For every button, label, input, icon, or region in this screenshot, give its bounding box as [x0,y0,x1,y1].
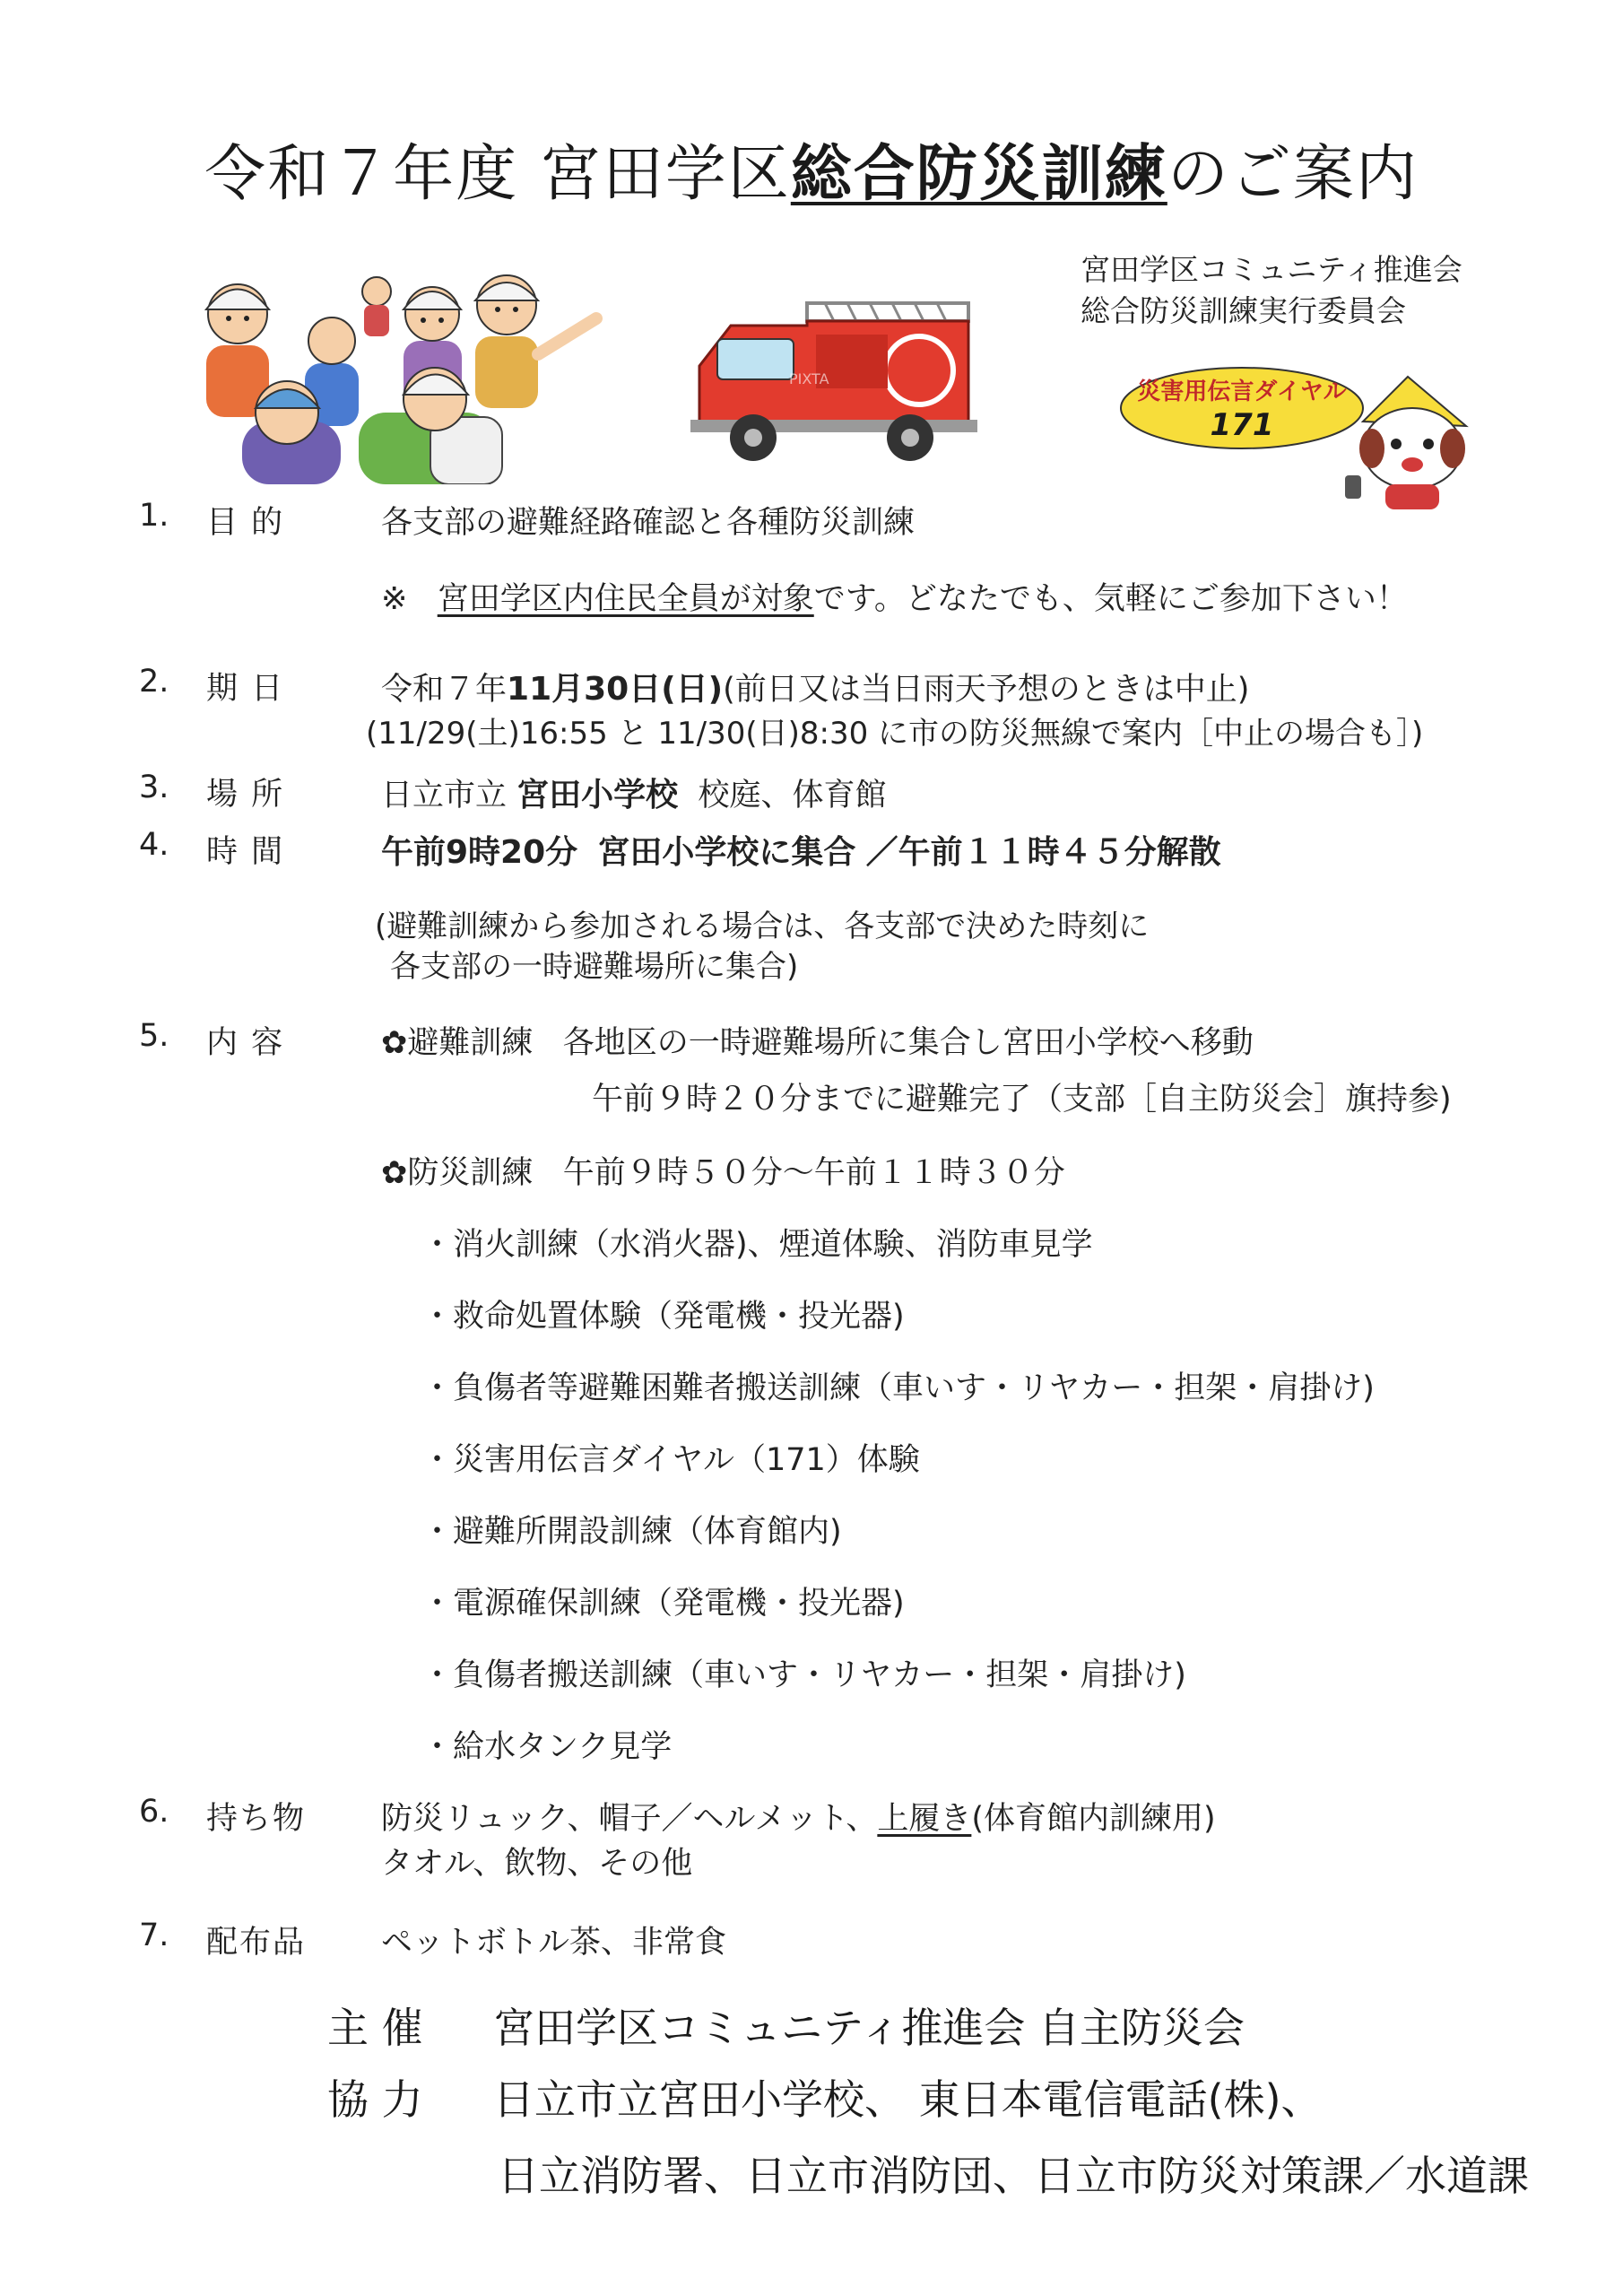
evacuation-drill-text: 各地区の一時避難場所に集合し宮田小学校へ移動 [562,1025,1254,1061]
evacuation-drill-line-2: 午前９時２０分までに避難完了（支部［自主防災会］旗持参) [592,1082,1452,1118]
evacuees-illustration [188,265,610,484]
drill-item: ・消火訓練（水消火器)、煙道体験、消防車見学 [421,1227,1093,1263]
drill-item: ・電源確保訓練（発電機・投光器) [421,1586,905,1622]
section-7-number: 7. [139,1918,169,1953]
section-3-number: 3. [139,770,169,805]
organizer-line-2: 総合防災訓練実行委員会 [1081,293,1406,328]
time-note-2: 各支部の一時避難場所に集合) [390,949,799,985]
section-2-number: 2. [139,664,169,700]
drill-item: ・災害用伝言ダイヤル（171）体験 [421,1442,920,1478]
dial-171-badge [1116,359,1493,511]
dial-badge-line1: 災害用伝言ダイヤル [1137,378,1347,405]
disaster-drill-title: ✿防災訓練 [381,1155,534,1191]
coop-label: 協 力 [327,2075,423,2124]
place-prefix: 日立市立 [381,778,508,813]
host-text: 宮田学区コミュニティ推進会 自主防災会 [493,2004,1245,2052]
belongings-underlined: 上履き [877,1801,972,1837]
page-title [0,126,1623,213]
date-line-2: (11/29(土)16:55 と 11/30(日)8:30 に市の防災無線で案内［中止の場合も］) [366,716,1424,752]
date-condition: (前日又は当日雨天予想のときは中止) [723,672,1250,708]
section-1-label: 目 的 [206,505,285,541]
section-2-label: 期 日 [206,671,285,707]
purpose-note [381,574,1408,619]
time-gather: 宮田小学校に集合 [597,834,856,871]
evacuation-drill [381,1018,1254,1063]
distribution-text: ペットボトル茶、非常食 [381,1925,727,1961]
belongings-line-1 [381,1794,1216,1839]
time-text [381,827,1221,873]
section-7-label: 配布品 [206,1925,307,1961]
dial-badge-number: 171 [1210,407,1274,443]
title-suffix: のご案内 [1167,139,1419,210]
title-prefix: 令和７年度 宮田学区 [204,139,791,210]
note-rest: です。どなたでも、気軽にご参加下さい！ [813,581,1408,617]
title-highlight: 総合防災訓練 [790,139,1167,210]
date-line-1 [381,664,1249,709]
place-school: 宮田小学校 [516,777,679,813]
section-5-label: 内 容 [206,1025,285,1061]
coop-line-2: 日立消防署、日立市消防団、日立市防災対策課／水道課 [498,2152,1529,2200]
evacuation-drill-title: ✿避難訓練 [381,1025,534,1061]
date-prefix: 令和７年 [381,672,508,708]
organizer-block [1081,249,1462,332]
note-underlined: 宮田学区内住民全員が対象 [437,581,814,617]
belongings-a: 防災リュック、帽子／ヘルメット、 [381,1801,878,1837]
section-1-number: 1. [139,498,169,534]
drill-item: ・負傷者等避難困難者搬送訓練（車いす・リヤカー・担架・肩掛け) [421,1370,1375,1406]
truck-watermark: PIXTA [789,370,829,387]
organizer-line-1: 宮田学区コミュニティ推進会 [1081,252,1462,287]
section-6-label: 持ち物 [206,1801,307,1837]
event-date: 11月30日(日) [507,671,724,708]
section-3-label: 場 所 [206,777,285,813]
fire-truck-illustration [681,285,977,465]
section-4-number: 4. [139,827,169,863]
note-mark: ※ [381,581,408,617]
coop-line-1: 日立市立宮田小学校、 東日本電信電話(株)、 [493,2075,1323,2124]
belongings-b: (体育館内訓練用) [971,1801,1216,1837]
host-label: 主 催 [327,2004,423,2052]
purpose-text: 各支部の避難経路確認と各種防災訓練 [381,505,916,541]
drill-item: ・給水タンク見学 [421,1729,673,1765]
time-note-1: (避難訓練から参加される場合は、各支部で決めた時刻に [375,909,1150,944]
disaster-drill [381,1148,1065,1193]
drill-item: ・避難所開設訓練（体育館内) [421,1514,842,1550]
time-end: ／午前１１時４５分解散 [865,834,1221,871]
drill-item: ・負傷者搬送訓練（車いす・リヤカー・担架・肩掛け) [421,1657,1186,1693]
time-start: 午前9時20分 [381,834,578,871]
drill-item: ・救命処置体験（発電機・投光器) [421,1299,905,1335]
place-text [381,770,886,815]
section-5-number: 5. [139,1018,169,1054]
place-rest: 校庭、体育館 [698,778,887,813]
belongings-line-2: タオル、飲物、その他 [381,1846,693,1882]
disaster-drill-time: 午前９時５０分～午前１１時３０分 [562,1155,1065,1191]
section-4-label: 時 間 [206,834,285,870]
section-6-number: 6. [139,1794,169,1830]
